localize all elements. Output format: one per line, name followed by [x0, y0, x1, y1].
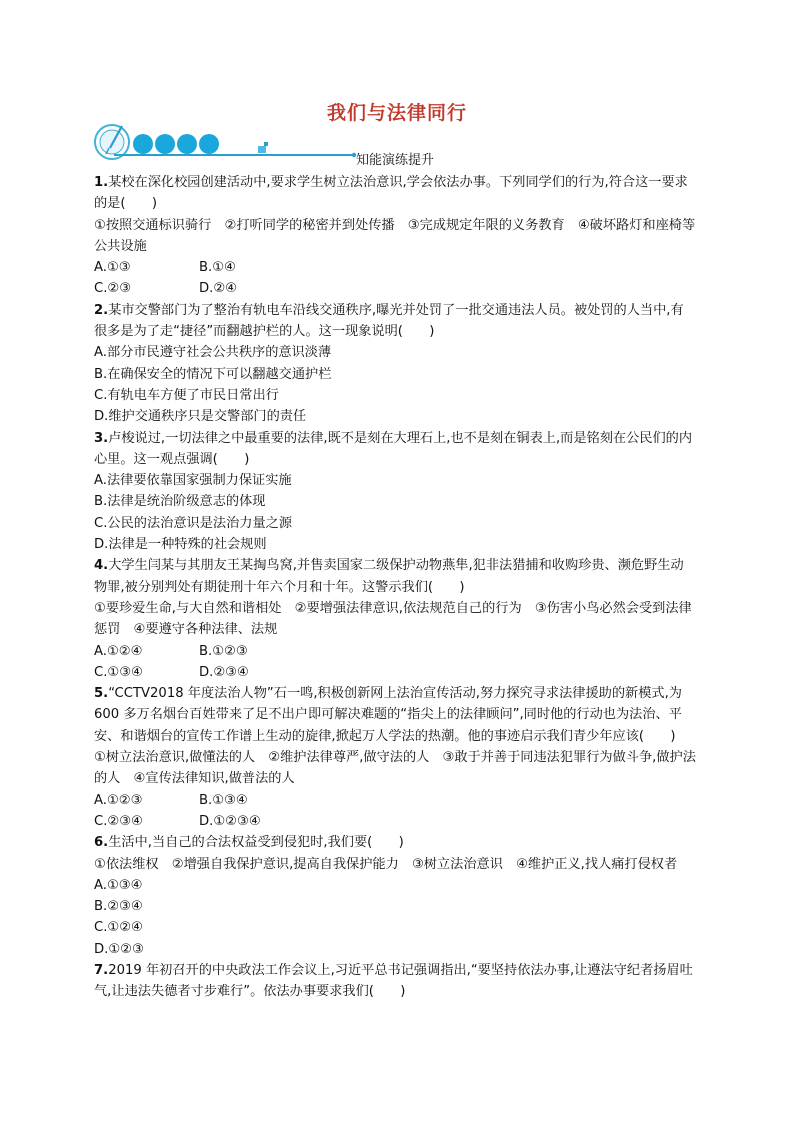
question-7	[94, 960, 696, 1003]
question-number: 6.	[94, 835, 109, 851]
question-2	[94, 300, 696, 428]
question-stem: 卢梭说过,一切法律之中最重要的法律,既不是刻在大理石上,也不是刻在铜表上,而是铭刻在公民们的内心里。这一观点强调( )	[94, 430, 693, 467]
question-stem: 2019 年初召开的中央政法工作会议上,习近平总书记强调指出,“要坚持依法办事,让遵法守纪者扬眉吐气,让违法失德者寸步难行”。依法办事要求我们( )	[94, 962, 693, 1000]
option-d: D.②③④	[199, 664, 249, 680]
question-stem: 某校在深化校园创建活动中,要求学生树立法治意识,学会依法办事。下列同学们的行为,符合这一要求的是( )	[94, 175, 688, 212]
question-number: 5.	[94, 686, 109, 702]
question-6	[94, 832, 696, 960]
question-3	[94, 428, 696, 556]
question-items: ①按照交通标识骑行 ②打听同学的秘密并到处传播 ③完成规定年限的义务教育 ④破坏路灯和座椅等公共设施	[94, 217, 696, 254]
option-b: B.②③④	[94, 899, 143, 915]
option-a: A.①③	[94, 260, 131, 276]
question-number: 3.	[94, 430, 109, 446]
option-a: A.①③④	[94, 877, 143, 893]
option-d: D.①②③④	[199, 813, 261, 829]
option-d: D.②④	[199, 281, 237, 297]
option-b: B.①②③	[199, 643, 248, 659]
question-number: 7.	[94, 962, 109, 978]
option-c: C.①③④	[94, 664, 143, 680]
question-items: ①依法维权 ②增强自我保护意识,提高自我保护能力 ③树立法治意识 ④维护正义,找人痛打侵权者	[94, 856, 678, 872]
question-stem: 大学生闫某与其朋友王某掏鸟窝,并售卖国家二级保护动物燕隼,犯非法猎捕和收购珍贵、濒危野生动物罪,被分别判处有期徒刑十年六个月和十年。这警示我们( )	[94, 558, 684, 595]
question-5	[94, 683, 696, 832]
question-items: ①树立法治意识,做懂法的人 ②维护法律尊严,做守法的人 ③敢于并善于同违法犯罪行为做斗争,做护法的人 ④宣传法律知识,做普法的人	[94, 750, 696, 787]
option-c: C.①②④	[94, 920, 143, 936]
option-a: A.①②④	[94, 643, 143, 659]
question-stem: 生活中,当自己的合法权益受到侵犯时,我们要( )	[108, 835, 404, 851]
option-a: A.①②③	[94, 792, 143, 808]
question-number: 2.	[94, 302, 109, 318]
question-stem: “CCTV2018 年度法治人物”石一鸣,积极创新网上法治宣传活动,努力探究寻求法律援助的新模式,为 600 多万名烟台百姓带来了足不出户即可解决难题的“指尖上的法律顾问”,同时他的行动也为法治、平安、和谐烟台的宣传工作谱上生动的旋律,掀起万人学法的热潮。他的事迹启示我们青少年应该( )	[94, 686, 682, 744]
section-label: 知能演练提升	[356, 153, 435, 168]
question-items: ①要珍爱生命,与大自然和谐相处 ②要增强法律意识,依法规范自己的行为 ③伤害小鸟必然会受到法律惩罚 ④要遵守各种法律、法规	[94, 600, 692, 638]
option-c: C.有轨电车方便了市民日常出行	[94, 387, 279, 403]
question-number: 4.	[94, 558, 109, 574]
option-b: B.①③④	[199, 792, 248, 808]
question-1	[94, 172, 696, 300]
question-list	[94, 172, 696, 1003]
question-stem: 某市交警部门为了整治有轨电车沿线交通秩序,曝光并处罚了一批交通违法人员。被处罚的人当中,有很多是为了走“捷径”而翻越护栏的人。这一现象说明( )	[94, 302, 684, 340]
option-b: B.在确保安全的情况下可以翻越交通护栏	[94, 366, 332, 382]
option-a: A.部分市民遵守社会公共秩序的意识淡薄	[94, 345, 332, 361]
option-c: C.②③	[94, 281, 132, 297]
question-4	[94, 555, 696, 683]
option-d: D.①②③	[94, 941, 144, 957]
option-d: D.法律是一种特殊的社会规则	[94, 537, 267, 553]
option-d: D.维护交通秩序只是交警部门的责任	[94, 409, 307, 425]
option-a: A.法律要依靠国家强制力保证实施	[94, 473, 292, 489]
option-c: C.②③④	[94, 813, 143, 829]
question-number: 1.	[94, 175, 109, 190]
option-b: B.法律是统治阶级意志的体现	[94, 494, 266, 510]
option-c: C.公民的法治意识是法治力量之源	[94, 515, 293, 531]
option-b: B.①④	[199, 260, 236, 276]
page-title: 我们与法律同行	[326, 102, 467, 124]
